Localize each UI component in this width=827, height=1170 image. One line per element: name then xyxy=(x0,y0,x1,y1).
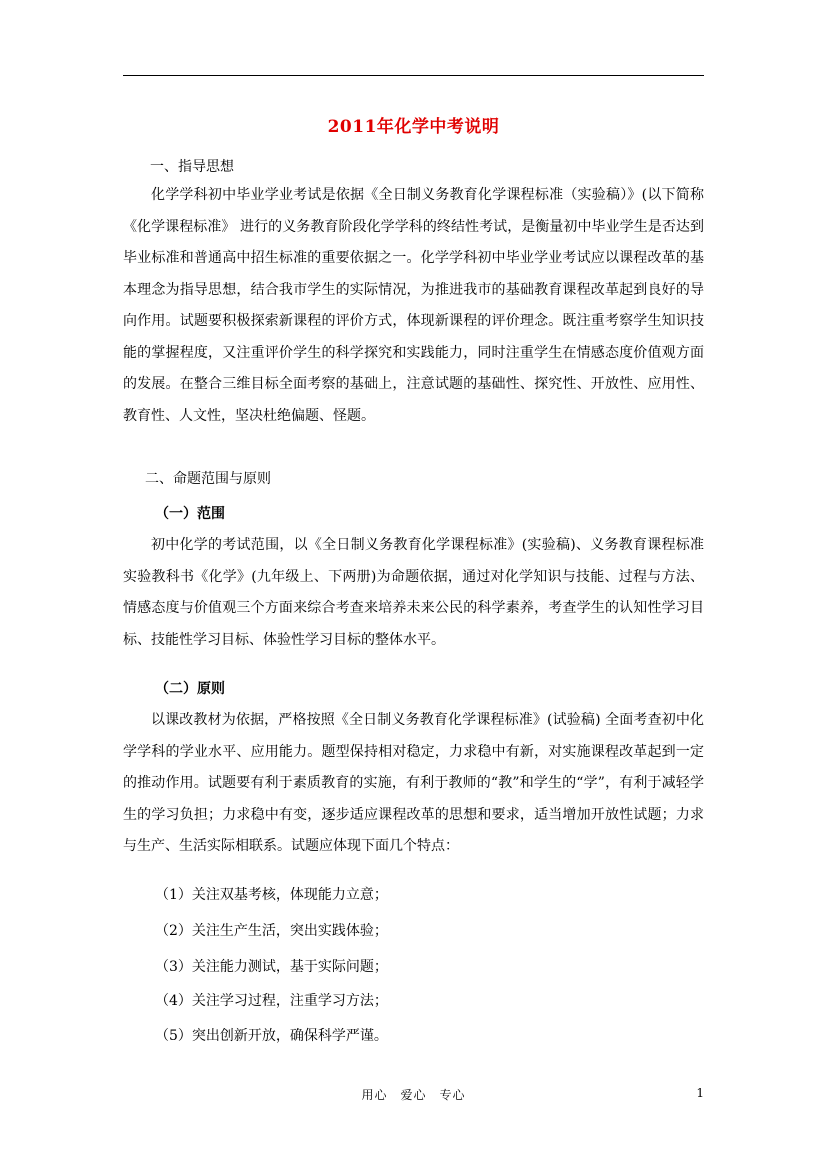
section-2a-heading: （一）范围 xyxy=(155,506,225,522)
footer-motto: 用心 爱心 专心 xyxy=(361,1088,466,1102)
feature-item: （3）关注能力测试，基于实际问题； xyxy=(155,959,388,975)
section-2a-paragraph: 初中化学的考试范围，以《全日制义务教育化学课程标准》(实验稿)、义务教育课程标准实验教科书《化学》(九年级上、下两册)为命题依据，通过对化学知识与技能、过程与方法、情感态度与价值观三个方面来综合考查来培养未来公民的科学素养，考查学生的认知性学习目标、技能性学习目标、体验性学习目标的整体水平。 xyxy=(123,537,704,648)
section-2b-heading: （二）原则 xyxy=(155,681,225,697)
feature-item: （5）突出创新开放，确保科学严谨。 xyxy=(155,1028,388,1044)
document-title: 2011年化学中考说明 xyxy=(327,117,500,137)
header-rule xyxy=(123,75,704,76)
feature-item: （4）关注学习过程，注重学习方法； xyxy=(155,993,388,1009)
section-2b-paragraph: 以课改教材为依据，严格按照《全日制义务教育化学课程标准》(试验稿) 全面考查初中化学学科的学业水平、应用能力。题型保持相对稳定，力求稳中有新，对实施课程改革起到一定的推动作用。试题要有利于素质教育的实施，有利于教师的“教”和学生的“学”，有利于减轻学生的学习负担；力求稳中有变，逐步适应课程改革的思想和要求，适当增加开放性试题；力求与生产、生活实际相联系。试题应体现下面几个特点： xyxy=(123,712,704,854)
section-1-heading: 一、指导思想 xyxy=(150,159,234,175)
section-2-heading: 二、命题范围与原则 xyxy=(145,471,271,487)
feature-item: （2）关注生产生活，突出实践体验； xyxy=(155,923,388,939)
section-1-paragraph: 化学学科初中毕业学业考试是依据《全日制义务教育化学课程标准（实验稿）》(以下简称《化学课程标准》 进行的义务教育阶段化学学科的终结性考试，是衡量初中毕业学生是否达到毕业标准和普通高中招生标准的重要依据之一。化学学科初中毕业学业考试应以课程改革的基本理念为指导思想，结合我市学生的实际情况，为推进我市的基础教育课程改革起到良好的导向作用。试题要积极探索新课程的评价方式，体现新课程的评价理念。既注重考察学生知识技能的掌握程度，又注重评价学生的科学探究和实践能力，同时注重学生在情感态度价值观方面的发展。在整合三维目标全面考察的基础上，注意试题的基础性、探究性、开放性、应用性、教育性、人文性，坚决杜绝偏题、怪题。 xyxy=(123,187,704,424)
page-number: 1 xyxy=(696,1086,704,1100)
feature-item: （1）关注双基考核，体现能力立意； xyxy=(155,887,388,903)
